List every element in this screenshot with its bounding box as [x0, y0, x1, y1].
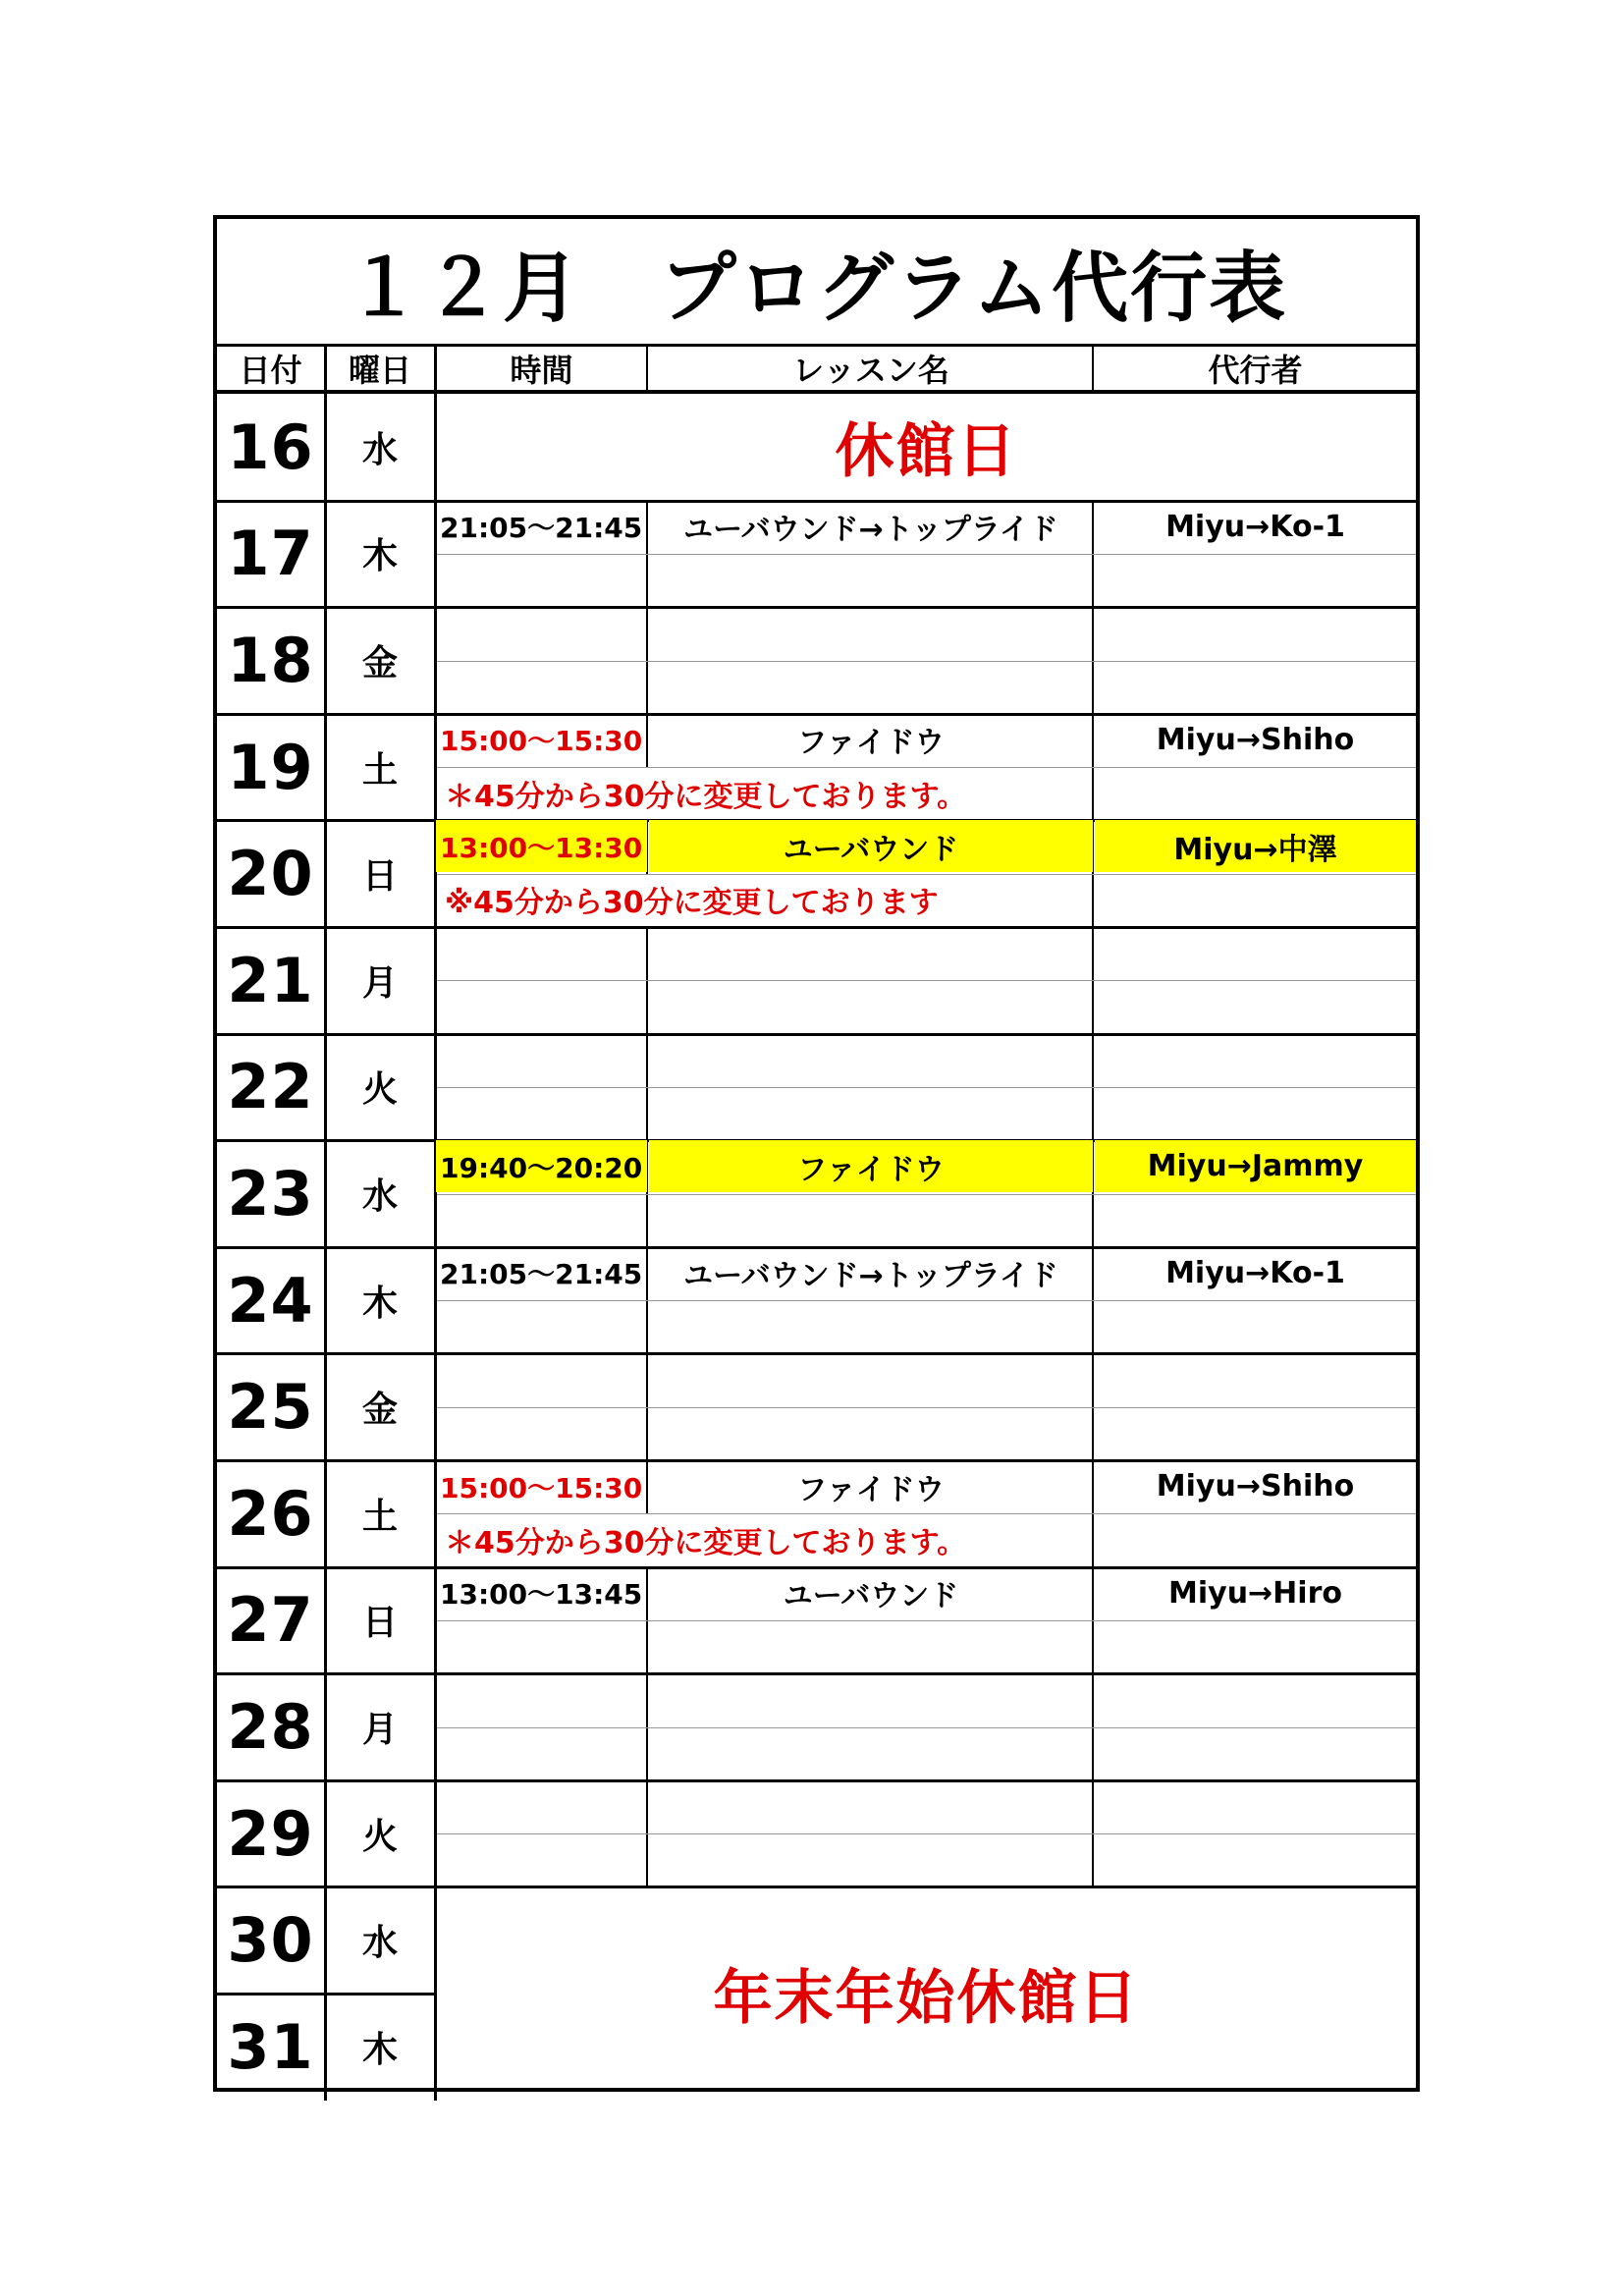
- header-instructor: 代行者: [1208, 352, 1303, 389]
- weekday-cell: 月: [361, 1709, 398, 1750]
- half-row-divider: [437, 1727, 1416, 1728]
- date-cell: 27: [227, 1584, 314, 1657]
- lesson-time: 15:00～15:30: [440, 725, 643, 758]
- date-cell: 29: [227, 1797, 314, 1870]
- lesson-name: ファイドウ: [649, 1140, 1093, 1192]
- date-cell: 31: [227, 2010, 314, 2083]
- schedule-sheet: [213, 215, 1420, 2092]
- date-cell: 16: [227, 410, 314, 483]
- column-divider: [1092, 874, 1094, 927]
- weekday-cell: 土: [361, 749, 398, 791]
- header-lesson: レッスン名: [792, 352, 949, 389]
- lesson-name: ユーバウンド: [783, 1579, 959, 1614]
- column-divider: [434, 347, 437, 2101]
- lesson-time: 13:00～13:45: [440, 1578, 643, 1612]
- weekday-cell: 日: [361, 1603, 398, 1644]
- year-end-closed-notice: 年末年始休館日: [713, 1963, 1140, 2033]
- weekday-cell: 月: [361, 962, 398, 1004]
- date-cell: 20: [227, 838, 314, 910]
- page-title: １２月 プログラム代行表: [345, 244, 1288, 333]
- substitute-instructor: Miyu→Shiho: [1156, 1469, 1355, 1503]
- date-cell: 19: [227, 731, 314, 803]
- column-divider: [1092, 767, 1094, 820]
- substitute-instructor: Miyu→Shiho: [1156, 722, 1355, 757]
- lesson-time: 21:05～21:45: [440, 512, 643, 545]
- row-divider: [217, 1033, 1416, 1036]
- half-row-divider: [437, 1407, 1416, 1408]
- half-row-divider: [437, 1300, 1416, 1301]
- column-divider: [1092, 1513, 1094, 1566]
- schedule-note: ＊45分から30分に変更しております。: [445, 1525, 967, 1560]
- header-weekday: 曜日: [348, 352, 411, 389]
- row-divider: [217, 926, 1416, 929]
- date-cell: 23: [227, 1157, 314, 1230]
- weekday-cell: 木: [361, 1283, 398, 1324]
- lesson-name: ユーバウンド: [649, 820, 1093, 872]
- weekday-cell: 水: [361, 1923, 398, 1964]
- substitute-instructor: Miyu→Jammy: [1095, 1140, 1416, 1192]
- weekday-cell: 木: [361, 2029, 398, 2070]
- weekday-cell: 火: [361, 1069, 398, 1111]
- weekday-cell: 水: [361, 1175, 398, 1217]
- lesson-time: 19:40～20:20: [436, 1140, 647, 1192]
- lesson-time: 15:00～15:30: [440, 1471, 643, 1504]
- lesson-name: ファイドウ: [797, 726, 945, 761]
- substitute-instructor: Miyu→中澤: [1095, 820, 1416, 872]
- half-row-divider: [437, 1620, 1416, 1621]
- weekday-cell: 日: [361, 856, 398, 898]
- lesson-name: ユーバウンド→トップライド: [683, 1259, 1058, 1294]
- lesson-name: ファイドウ: [797, 1472, 945, 1507]
- half-row-divider: [437, 1194, 1416, 1195]
- weekday-cell: 火: [361, 1816, 398, 1857]
- column-divider: [646, 347, 648, 392]
- half-row-divider: [437, 1833, 1416, 1834]
- weekday-cell: 金: [361, 1390, 398, 1431]
- schedule-note: ＊45分から30分に変更しております。: [445, 779, 967, 814]
- weekday-cell: 木: [361, 536, 398, 577]
- weekday-cell: 土: [361, 1496, 398, 1537]
- half-row-divider: [437, 1087, 1416, 1088]
- date-cell: 28: [227, 1690, 314, 1763]
- lesson-time: 21:05～21:45: [440, 1258, 643, 1291]
- substitute-instructor: Miyu→Ko-1: [1165, 509, 1345, 544]
- weekday-cell: 水: [361, 429, 398, 470]
- row-divider: [217, 606, 1416, 609]
- date-cell: 17: [227, 518, 314, 590]
- substitute-instructor: Miyu→Hiro: [1168, 1575, 1342, 1611]
- date-cell: 24: [227, 1264, 314, 1337]
- half-row-divider: [437, 554, 1416, 555]
- date-cell: 25: [227, 1371, 314, 1444]
- header-time: 時間: [510, 352, 573, 389]
- closed-notice: 休館日: [835, 417, 1018, 487]
- schedule-note: ※45分から30分に変更しております: [445, 886, 939, 921]
- column-divider: [1092, 347, 1094, 392]
- date-cell: 30: [227, 1904, 314, 1977]
- row-divider: [217, 1993, 434, 1995]
- lesson-time: 13:00～13:30: [436, 820, 647, 872]
- substitute-instructor: Miyu→Ko-1: [1165, 1255, 1345, 1290]
- row-divider: [217, 1672, 1416, 1675]
- date-cell: 26: [227, 1477, 314, 1550]
- date-cell: 18: [227, 624, 314, 696]
- row-divider: [217, 1779, 1416, 1782]
- date-cell: 22: [227, 1051, 314, 1123]
- row-divider: [217, 1352, 1416, 1355]
- lesson-name: ユーバウンド→トップライド: [683, 513, 1058, 548]
- weekday-cell: 金: [361, 642, 398, 683]
- half-row-divider: [437, 661, 1416, 662]
- half-row-divider: [437, 980, 1416, 981]
- header-date: 日付: [239, 352, 302, 389]
- date-cell: 21: [227, 944, 314, 1016]
